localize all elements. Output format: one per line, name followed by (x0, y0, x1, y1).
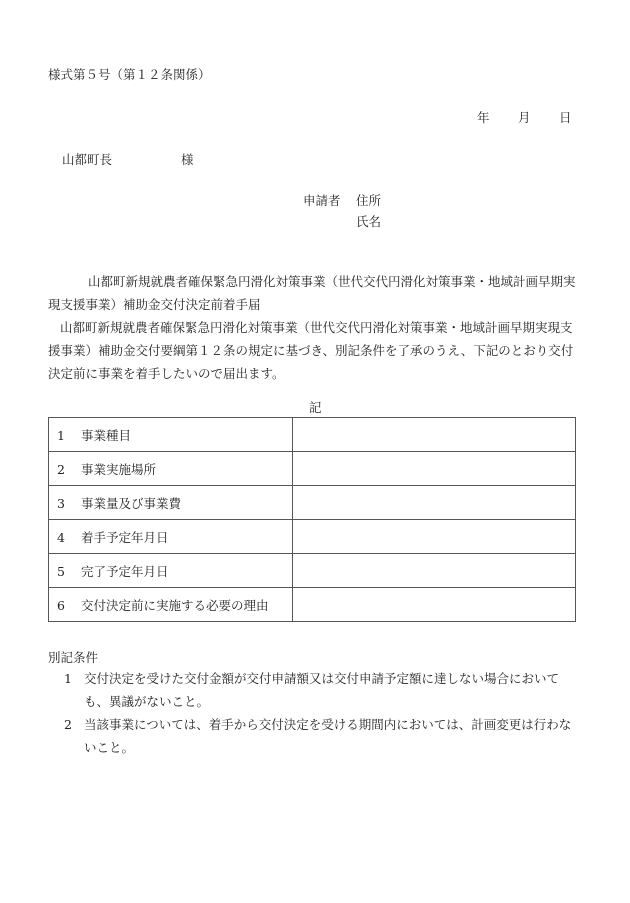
table-row (49, 486, 576, 520)
row-label-cell (49, 418, 293, 452)
row-number: 4 (57, 529, 65, 545)
row-value-cell (293, 486, 576, 520)
date-year-label: 年 (477, 110, 490, 125)
addressee: 山都町長 (62, 152, 113, 167)
row-label: 着手予定年月日 (81, 529, 169, 545)
row-number: 6 (57, 597, 65, 613)
row-value-cell (293, 554, 576, 588)
row-label-cell (49, 588, 293, 622)
row-value-cell (293, 520, 576, 554)
row-label: 交付決定前に実施する必要の理由 (81, 597, 269, 613)
applicant-label: 申請者 (303, 193, 341, 208)
row-number: 1 (57, 427, 65, 443)
table-row (49, 452, 576, 486)
conditions-title: 別記条件 (48, 650, 99, 665)
table-row (49, 520, 576, 554)
row-value-cell (293, 418, 576, 452)
row-label-cell (49, 554, 293, 588)
date-day-label: 日 (559, 110, 572, 125)
row-number: 5 (57, 563, 65, 579)
row-number: 2 (57, 461, 65, 477)
row-label-cell (49, 520, 293, 554)
condition-number: 1 (64, 671, 72, 686)
table-row (49, 554, 576, 588)
table-row (49, 588, 576, 622)
document-title: 山都町新規就農者確保緊急円滑化対策事業（世代交代円滑化対策事業・地域計画早期実現支援事業）補助金交付決定前着手届 (48, 274, 576, 312)
row-label: 完了予定年月日 (81, 563, 169, 579)
condition-item (64, 713, 578, 759)
row-label: 事業実施場所 (81, 461, 157, 477)
row-label: 事業量及び事業費 (81, 495, 182, 511)
body-text: 山都町新規就農者確保緊急円滑化対策事業（世代交代円滑化対策事業・地域計画早期実現支援事業）補助金交付要綱第１２条の規定に基づき、別記条件を了承のうえ、下記のとおり交付決定前に事業を着手したいので届出ます。 (48, 320, 574, 381)
condition-text: 当該事業については、着手から交付決定を受ける期間内においては、計画変更は行わないこと。 (84, 717, 572, 755)
condition-number: 2 (64, 717, 72, 732)
addressee-honorific: 様 (181, 152, 194, 167)
row-number: 3 (57, 495, 65, 511)
row-label: 事業種目 (81, 427, 132, 443)
items-table (48, 417, 576, 622)
table-row (49, 418, 576, 452)
form-number: 様式第５号（第１２条関係） (48, 67, 211, 82)
date-month-label: 月 (518, 110, 531, 125)
row-value-cell (293, 452, 576, 486)
condition-item (64, 667, 578, 713)
row-label-cell (49, 452, 293, 486)
ki-heading: 記 (309, 400, 322, 415)
condition-text: 交付決定を受けた交付金額が交付申請額又は交付申請予定額に達しない場合においても、異議がないこと。 (84, 671, 560, 709)
row-value-cell (293, 588, 576, 622)
row-label-cell (49, 486, 293, 520)
name-label: 氏名 (356, 214, 382, 229)
address-label: 住所 (356, 193, 382, 208)
